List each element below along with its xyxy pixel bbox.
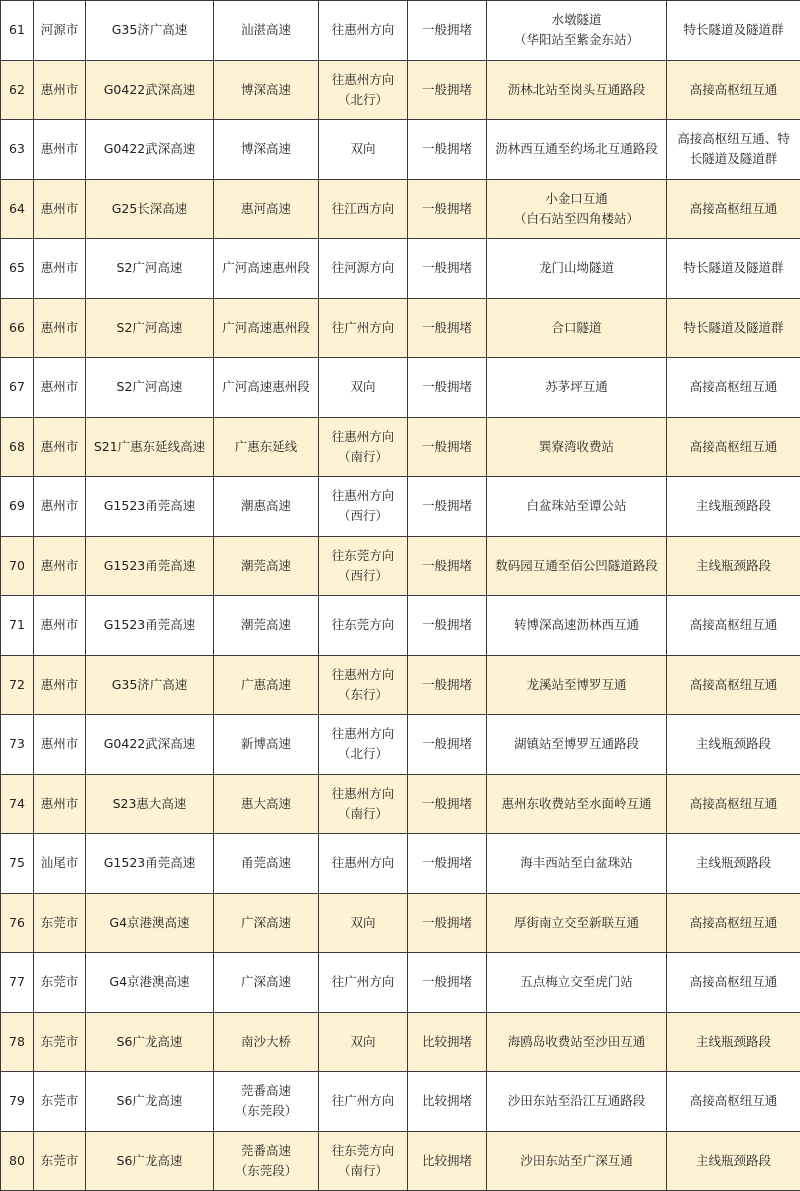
location-cell xyxy=(487,953,667,1013)
type-cell xyxy=(667,179,800,239)
location-cell-line: 龙门山坳隧道 xyxy=(489,258,664,278)
direction-cell-line: 往惠州方向 xyxy=(321,20,405,40)
congestion-level-cell: 一般拥堵 xyxy=(408,358,487,418)
type-cell xyxy=(667,239,800,299)
direction-cell xyxy=(319,417,408,477)
location-cell xyxy=(487,774,667,834)
direction-cell xyxy=(319,60,408,120)
direction-cell xyxy=(319,358,408,418)
row-number: 65 xyxy=(1,239,34,299)
type-cell xyxy=(667,477,800,537)
location-cell xyxy=(487,298,667,358)
congestion-level-cell: 比较拥堵 xyxy=(408,1131,487,1191)
location-cell-line: 沥林北站至岗头互通路段 xyxy=(489,80,664,100)
congestion-level-cell: 一般拥堵 xyxy=(408,477,487,537)
table-row xyxy=(1,834,800,894)
table-row xyxy=(1,179,800,239)
direction-cell-line: 往惠州方向 xyxy=(321,70,405,90)
location-cell-line: 苏茅坪互通 xyxy=(489,377,664,397)
table-row xyxy=(1,715,800,775)
city-cell: 惠州市 xyxy=(34,715,86,775)
table-row xyxy=(1,298,800,358)
type-cell xyxy=(667,358,800,418)
direction-cell-line: 往东莞方向 xyxy=(321,1141,405,1161)
row-number: 77 xyxy=(1,953,34,1013)
row-number: 75 xyxy=(1,834,34,894)
location-cell-line: （华阳站至紫金东站） xyxy=(489,30,664,50)
row-number: 74 xyxy=(1,774,34,834)
direction-cell-line: 往惠州方向 xyxy=(321,853,405,873)
type-cell xyxy=(667,1,800,61)
congestion-level-cell: 一般拥堵 xyxy=(408,417,487,477)
city-cell: 惠州市 xyxy=(34,298,86,358)
highway-cell: S6广龙高速 xyxy=(86,1072,214,1132)
type-cell xyxy=(667,834,800,894)
location-cell-line: 海丰西站至白盆珠站 xyxy=(489,853,664,873)
city-cell: 惠州市 xyxy=(34,477,86,537)
row-number: 69 xyxy=(1,477,34,537)
congestion-level-cell: 一般拥堵 xyxy=(408,596,487,656)
location-cell xyxy=(487,477,667,537)
type-cell-line: 高接高枢纽互通 xyxy=(669,675,798,695)
section-cell: 莞番高速 （东莞段） xyxy=(214,1072,319,1132)
highway-cell: G0422武深高速 xyxy=(86,60,214,120)
direction-cell-line: 双向 xyxy=(321,913,405,933)
direction-cell-line: 往惠州方向 xyxy=(321,486,405,506)
location-cell xyxy=(487,893,667,953)
table-row xyxy=(1,1012,800,1072)
location-cell-line: 五点梅立交至虎门站 xyxy=(489,972,664,992)
direction-cell-line: （南行） xyxy=(321,804,405,824)
direction-cell-line: （北行） xyxy=(321,90,405,110)
highway-cell: S2广河高速 xyxy=(86,358,214,418)
section-cell: 广河高速惠州段 xyxy=(214,358,319,418)
highway-cell: G25长深高速 xyxy=(86,179,214,239)
highway-cell: G1523甬莞高速 xyxy=(86,477,214,537)
direction-cell-line: 双向 xyxy=(321,377,405,397)
type-cell-line: 高接高枢纽互通 xyxy=(669,913,798,933)
table-row xyxy=(1,893,800,953)
congestion-level-cell: 一般拥堵 xyxy=(408,893,487,953)
table-row xyxy=(1,120,800,180)
direction-cell-line: 往东莞方向 xyxy=(321,546,405,566)
direction-cell-line: 往惠州方向 xyxy=(321,724,405,744)
highway-cell: G1523甬莞高速 xyxy=(86,536,214,596)
type-cell-line: 高接高枢纽互通 xyxy=(669,377,798,397)
row-number: 61 xyxy=(1,1,34,61)
direction-cell xyxy=(319,1072,408,1132)
table-row xyxy=(1,358,800,418)
section-cell: 惠大高速 xyxy=(214,774,319,834)
city-cell: 惠州市 xyxy=(34,179,86,239)
section-cell: 博深高速 xyxy=(214,120,319,180)
location-cell-line: （白石站至四角楼站） xyxy=(489,209,664,229)
direction-cell-line: （东行） xyxy=(321,685,405,705)
congestion-level-cell: 一般拥堵 xyxy=(408,536,487,596)
type-cell xyxy=(667,1131,800,1191)
city-cell: 惠州市 xyxy=(34,774,86,834)
direction-cell-line: 双向 xyxy=(321,139,405,159)
type-cell-line: 主线瓶颈路段 xyxy=(669,1151,798,1171)
table-row xyxy=(1,1131,800,1191)
section-cell: 广河高速惠州段 xyxy=(214,239,319,299)
direction-cell-line: （西行） xyxy=(321,506,405,526)
location-cell-line: 白盆珠站至谭公站 xyxy=(489,496,664,516)
row-number: 70 xyxy=(1,536,34,596)
type-cell-line: 高接高枢纽互通 xyxy=(669,972,798,992)
row-number: 63 xyxy=(1,120,34,180)
row-number: 73 xyxy=(1,715,34,775)
type-cell xyxy=(667,417,800,477)
section-cell: 广深高速 xyxy=(214,953,319,1013)
section-cell: 南沙大桥 xyxy=(214,1012,319,1072)
type-cell-line: 高接高枢纽互通 xyxy=(669,199,798,219)
section-cell: 甬莞高速 xyxy=(214,834,319,894)
section-cell: 博深高速 xyxy=(214,60,319,120)
section-cell: 广河高速惠州段 xyxy=(214,298,319,358)
congestion-level-cell: 一般拥堵 xyxy=(408,239,487,299)
direction-cell xyxy=(319,715,408,775)
location-cell xyxy=(487,120,667,180)
type-cell-line: 高接高枢纽互通 xyxy=(669,80,798,100)
congestion-level-cell: 一般拥堵 xyxy=(408,774,487,834)
section-cell: 新博高速 xyxy=(214,715,319,775)
direction-cell-line: 往河源方向 xyxy=(321,258,405,278)
type-cell-line: 主线瓶颈路段 xyxy=(669,853,798,873)
location-cell-line: 水墩隧道 xyxy=(489,10,664,30)
direction-cell-line: 往江西方向 xyxy=(321,199,405,219)
direction-cell xyxy=(319,953,408,1013)
type-cell xyxy=(667,953,800,1013)
section-cell: 广惠高速 xyxy=(214,655,319,715)
row-number: 66 xyxy=(1,298,34,358)
city-cell: 汕尾市 xyxy=(34,834,86,894)
direction-cell-line: 往东莞方向 xyxy=(321,615,405,635)
table-row xyxy=(1,477,800,537)
section-cell: 广深高速 xyxy=(214,893,319,953)
type-cell xyxy=(667,596,800,656)
location-cell xyxy=(487,1072,667,1132)
location-cell xyxy=(487,596,667,656)
row-number: 71 xyxy=(1,596,34,656)
row-number: 76 xyxy=(1,893,34,953)
city-cell: 东莞市 xyxy=(34,1072,86,1132)
location-cell xyxy=(487,1131,667,1191)
type-cell xyxy=(667,774,800,834)
highway-cell: S2广河高速 xyxy=(86,239,214,299)
table-row xyxy=(1,655,800,715)
direction-cell xyxy=(319,596,408,656)
city-cell: 惠州市 xyxy=(34,417,86,477)
table-row xyxy=(1,536,800,596)
highway-cell: G4京港澳高速 xyxy=(86,953,214,1013)
type-cell-line: 高接高枢纽互通 xyxy=(669,794,798,814)
direction-cell xyxy=(319,536,408,596)
location-cell-line: 龙溪站至博罗互通 xyxy=(489,675,664,695)
table-row xyxy=(1,60,800,120)
highway-cell: G35济广高速 xyxy=(86,655,214,715)
type-cell-line: 主线瓶颈路段 xyxy=(669,556,798,576)
direction-cell-line: 往广州方向 xyxy=(321,1091,405,1111)
type-cell xyxy=(667,536,800,596)
direction-cell-line: 往广州方向 xyxy=(321,972,405,992)
location-cell-line: 巽寮湾收费站 xyxy=(489,437,664,457)
row-number: 72 xyxy=(1,655,34,715)
location-cell-line: 沙田东站至沿江互通路段 xyxy=(489,1091,664,1111)
row-number: 79 xyxy=(1,1072,34,1132)
table-body xyxy=(1,1,800,1191)
congestion-level-cell: 一般拥堵 xyxy=(408,1,487,61)
row-number: 80 xyxy=(1,1131,34,1191)
type-cell-line: 高接高枢纽互通 xyxy=(669,437,798,457)
section-cell: 莞番高速 （东莞段） xyxy=(214,1131,319,1191)
type-cell-line: 特长隧道及隧道群 xyxy=(669,258,798,278)
congestion-level-cell: 一般拥堵 xyxy=(408,655,487,715)
table-row xyxy=(1,1,800,61)
direction-cell xyxy=(319,477,408,537)
direction-cell-line: （南行） xyxy=(321,447,405,467)
location-cell-line: 小金口互通 xyxy=(489,189,664,209)
location-cell-line: 湖镇站至博罗互通路段 xyxy=(489,734,664,754)
direction-cell-line: 双向 xyxy=(321,1032,405,1052)
type-cell xyxy=(667,60,800,120)
location-cell xyxy=(487,715,667,775)
congestion-level-cell: 比较拥堵 xyxy=(408,1072,487,1132)
highway-cell: G1523甬莞高速 xyxy=(86,834,214,894)
row-number: 67 xyxy=(1,358,34,418)
congestion-level-cell: 一般拥堵 xyxy=(408,834,487,894)
direction-cell xyxy=(319,298,408,358)
highway-cell: S2广河高速 xyxy=(86,298,214,358)
type-cell-line: 主线瓶颈路段 xyxy=(669,496,798,516)
type-cell-line: 特长隧道及隧道群 xyxy=(669,20,798,40)
direction-cell xyxy=(319,239,408,299)
direction-cell xyxy=(319,655,408,715)
location-cell xyxy=(487,179,667,239)
direction-cell-line: 往惠州方向 xyxy=(321,427,405,447)
congestion-level-cell: 一般拥堵 xyxy=(408,715,487,775)
table-row xyxy=(1,239,800,299)
direction-cell xyxy=(319,179,408,239)
location-cell xyxy=(487,1,667,61)
highway-cell: G0422武深高速 xyxy=(86,120,214,180)
city-cell: 东莞市 xyxy=(34,1012,86,1072)
highway-cell: G1523甬莞高速 xyxy=(86,596,214,656)
type-cell-line: 高接高枢纽互通 xyxy=(669,615,798,635)
city-cell: 惠州市 xyxy=(34,120,86,180)
city-cell: 惠州市 xyxy=(34,596,86,656)
direction-cell-line: （南行） xyxy=(321,1161,405,1181)
type-cell-line: 长隧道及隧道群 xyxy=(669,149,798,169)
section-cell: 潮莞高速 xyxy=(214,596,319,656)
row-number: 62 xyxy=(1,60,34,120)
congestion-level-cell: 一般拥堵 xyxy=(408,60,487,120)
type-cell xyxy=(667,120,800,180)
direction-cell-line: 往广州方向 xyxy=(321,318,405,338)
city-cell: 东莞市 xyxy=(34,1131,86,1191)
location-cell-line: 合口隧道 xyxy=(489,318,664,338)
city-cell: 惠州市 xyxy=(34,358,86,418)
location-cell-line: 沥林西互通至约场北互通路段 xyxy=(489,139,664,159)
direction-cell xyxy=(319,1012,408,1072)
type-cell xyxy=(667,715,800,775)
highway-cell: S21广惠东延线高速 xyxy=(86,417,214,477)
type-cell xyxy=(667,655,800,715)
city-cell: 河源市 xyxy=(34,1,86,61)
type-cell-line: 高接高枢纽互通、特 xyxy=(669,129,798,149)
location-cell-line: 沙田东站至广深互通 xyxy=(489,1151,664,1171)
direction-cell xyxy=(319,893,408,953)
direction-cell xyxy=(319,1131,408,1191)
table-row xyxy=(1,596,800,656)
location-cell xyxy=(487,417,667,477)
congestion-level-cell: 一般拥堵 xyxy=(408,179,487,239)
direction-cell-line: 往惠州方向 xyxy=(321,784,405,804)
type-cell xyxy=(667,1072,800,1132)
row-number: 64 xyxy=(1,179,34,239)
type-cell xyxy=(667,893,800,953)
section-cell: 潮莞高速 xyxy=(214,536,319,596)
direction-cell xyxy=(319,120,408,180)
city-cell: 惠州市 xyxy=(34,60,86,120)
direction-cell-line: 往惠州方向 xyxy=(321,665,405,685)
location-cell-line: 海鸥岛收费站至沙田互通 xyxy=(489,1032,664,1052)
section-cell: 汕湛高速 xyxy=(214,1,319,61)
direction-cell xyxy=(319,834,408,894)
city-cell: 东莞市 xyxy=(34,953,86,1013)
congestion-level-cell: 一般拥堵 xyxy=(408,953,487,1013)
type-cell xyxy=(667,298,800,358)
section-cell: 潮惠高速 xyxy=(214,477,319,537)
table-row xyxy=(1,774,800,834)
table-row xyxy=(1,953,800,1013)
direction-cell-line: （西行） xyxy=(321,566,405,586)
type-cell xyxy=(667,1012,800,1072)
table-row xyxy=(1,417,800,477)
section-cell: 惠河高速 xyxy=(214,179,319,239)
highway-cell: S6广龙高速 xyxy=(86,1012,214,1072)
location-cell-line: 惠州东收费站至水面岭互通 xyxy=(489,794,664,814)
location-cell-line: 厚街南立交至新联互通 xyxy=(489,913,664,933)
location-cell-line: 数码园互通至佰公凹隧道路段 xyxy=(489,556,664,576)
direction-cell xyxy=(319,774,408,834)
direction-cell xyxy=(319,1,408,61)
type-cell-line: 主线瓶颈路段 xyxy=(669,734,798,754)
congestion-level-cell: 一般拥堵 xyxy=(408,298,487,358)
city-cell: 惠州市 xyxy=(34,536,86,596)
location-cell xyxy=(487,1012,667,1072)
congestion-level-cell: 比较拥堵 xyxy=(408,1012,487,1072)
location-cell xyxy=(487,536,667,596)
highway-cell: G4京港澳高速 xyxy=(86,893,214,953)
row-number: 78 xyxy=(1,1012,34,1072)
type-cell-line: 主线瓶颈路段 xyxy=(669,1032,798,1052)
location-cell xyxy=(487,239,667,299)
location-cell xyxy=(487,60,667,120)
type-cell-line: 高接高枢纽互通 xyxy=(669,1091,798,1111)
highway-cell: G35济广高速 xyxy=(86,1,214,61)
type-cell-line: 特长隧道及隧道群 xyxy=(669,318,798,338)
location-cell-line: 转博深高速沥林西互通 xyxy=(489,615,664,635)
location-cell xyxy=(487,655,667,715)
highway-cell: S23惠大高速 xyxy=(86,774,214,834)
location-cell xyxy=(487,358,667,418)
highway-cell: S6广龙高速 xyxy=(86,1131,214,1191)
highway-cell: G0422武深高速 xyxy=(86,715,214,775)
city-cell: 东莞市 xyxy=(34,893,86,953)
city-cell: 惠州市 xyxy=(34,239,86,299)
congestion-level-cell: 一般拥堵 xyxy=(408,120,487,180)
section-cell: 广惠东延线 xyxy=(214,417,319,477)
row-number: 68 xyxy=(1,417,34,477)
direction-cell-line: （北行） xyxy=(321,744,405,764)
city-cell: 惠州市 xyxy=(34,655,86,715)
location-cell xyxy=(487,834,667,894)
table-row xyxy=(1,1072,800,1132)
